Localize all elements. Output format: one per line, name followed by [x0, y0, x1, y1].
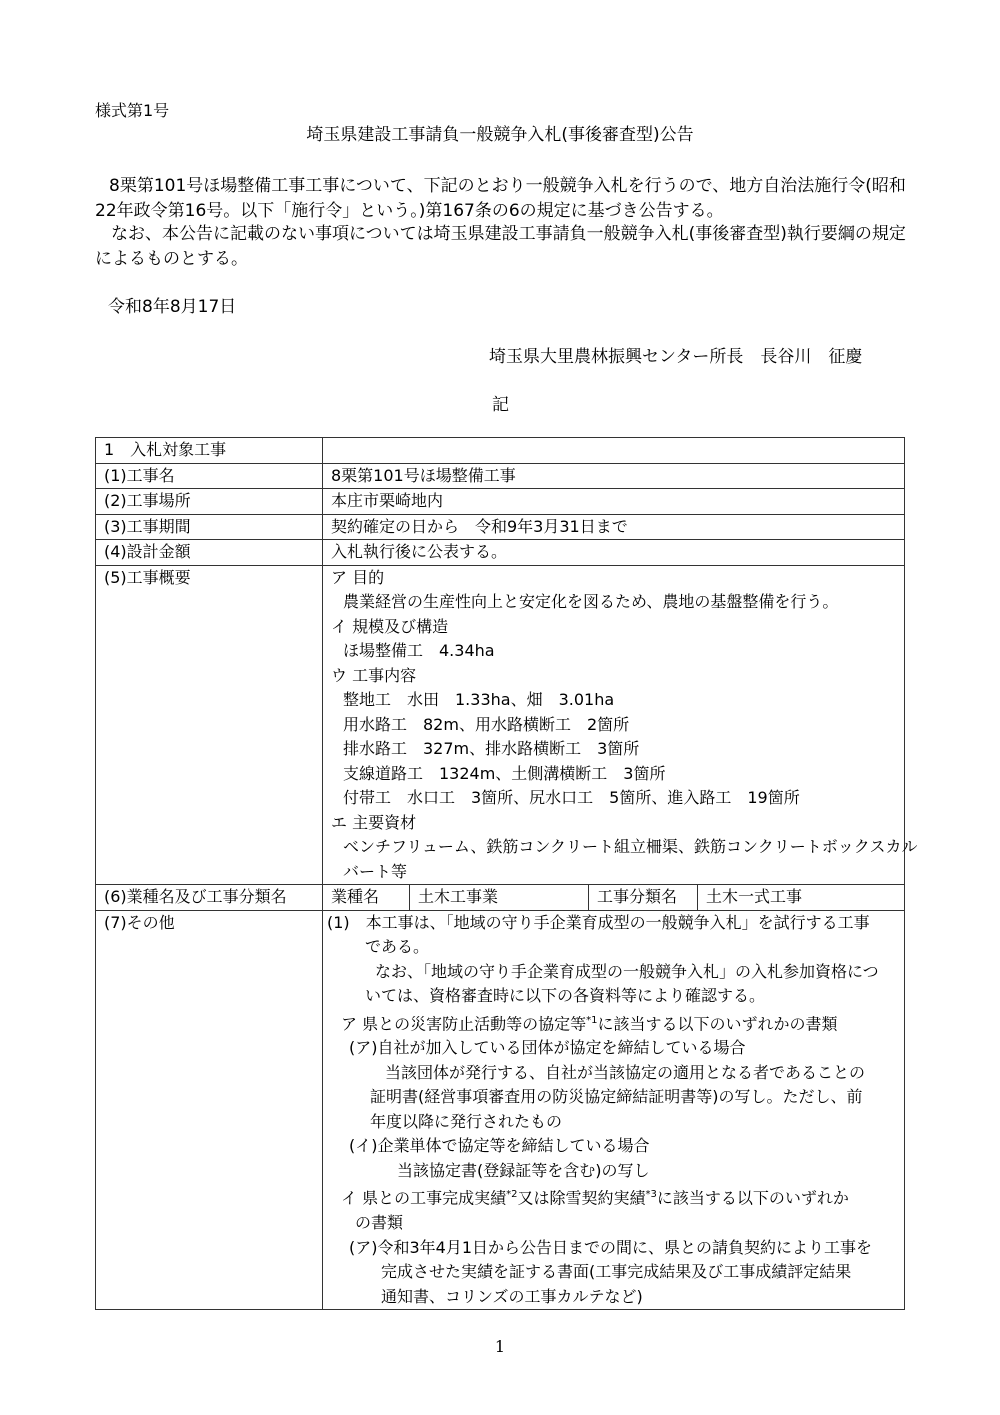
row-label: (7)その他: [96, 910, 323, 1310]
other-line: 年度以降に発行されたもの: [370, 1111, 563, 1131]
page-number: 1: [494, 1337, 506, 1356]
category-value: 土木一式工事: [698, 885, 905, 910]
row-value: 本庄市栗崎地内: [323, 489, 905, 515]
category-value: 土木工事業: [410, 885, 589, 910]
ki-marker: 記: [492, 395, 509, 415]
other-line: の書類: [355, 1213, 404, 1233]
overview-e-heading: エ 主要資材: [331, 812, 417, 832]
table-row: [96, 540, 905, 566]
other-line: いては、資格審査時に以下の各資料等により確認する。: [365, 986, 766, 1005]
category-key: 工事分類名: [589, 885, 698, 910]
other-line: 当該協定書(登録証等を含む)の写し: [397, 1160, 650, 1180]
overview-a-body: 農業経営の生産性向上と安定化を図るため、農地の基盤整備を行う。: [343, 592, 839, 611]
other-line: 完成させた実績を証する書面(工事完成結果及び工事成績評定結果: [381, 1262, 852, 1282]
intro-paragraph-1: 8栗第101号ほ場整備工事工事について、下記のとおり一般競争入札を行うので、地方自治法施行令(昭和22年政令第16号。以下「施行令」という。)第167条の6の規定に基づき公告する。: [95, 176, 906, 221]
row-value: 8栗第101号ほ場整備工事: [323, 463, 905, 489]
overview-u-item: 支線道路工 1324m、土側溝横断工 3箇所: [343, 763, 666, 783]
intro-paragraph-2: なお、本公告に記載のない事項については埼玉県建設工事請負一般競争入札(事後審査型)執行要綱の規定によるものとする。: [95, 224, 906, 269]
other-line: (イ)企業単体で協定等を締結している場合: [349, 1136, 650, 1156]
section-heading: 1 入札対象工事: [96, 438, 323, 464]
other-line: イ 県との工事完成実績$^{*2}$又は除雪契約実績$^{*3}$に該当する以下のいずれか: [341, 1188, 849, 1208]
row-label: (6)業種名及び工事分類名: [96, 885, 323, 911]
overview-e-body: バート等: [343, 861, 408, 881]
other-line: 証明書(経営事項審査用の防災協定締結証明書等)の写し。ただし、前: [370, 1087, 863, 1107]
overview-cell: [323, 565, 918, 885]
overview-u-item: 排水路工 327m、排水路横断工 3箇所: [343, 739, 640, 758]
table-row: [96, 885, 905, 911]
overview-i-heading: イ 規模及び構造: [331, 616, 449, 636]
other-cell: [323, 910, 905, 1310]
overview-a-heading: ア 目的: [331, 567, 385, 587]
issuer: 埼玉県大里農林振興センター所長 長谷川 征慶: [489, 347, 863, 367]
row-label: (4)設計金額: [96, 540, 323, 566]
row-label: (2)工事場所: [96, 489, 323, 515]
other-line: 当該団体が発行する、自社が当該協定の適用となる者であることの: [385, 1062, 866, 1082]
other-line: (ア)自社が加入している団体が協定を締結している場合: [349, 1038, 746, 1058]
row-label: (3)工事期間: [96, 514, 323, 540]
row-value: 契約確定の日から 令和9年3月31日まで: [323, 514, 905, 540]
notice-date: 令和8年8月17日: [108, 297, 237, 317]
table-row: [96, 489, 905, 515]
overview-u-item: 付帯工 水口工 3箇所、尻水口工 5箇所、進入路工 19箇所: [343, 788, 800, 807]
notice-title: 埼玉県建設工事請負一般競争入札(事後審査型)公告: [306, 125, 694, 145]
category-key: 業種名: [331, 887, 380, 906]
row-label: (1)工事名: [96, 463, 323, 489]
overview-u-item: 用水路工 82m、用水路横断工 2箇所: [343, 714, 630, 734]
overview-e-body: ベンチフリューム、鉄筋コンクリート組立柵渠、鉄筋コンクリートボックスカル: [343, 837, 918, 856]
overview-u-item: 整地工 水田 1.33ha、畑 3.01ha: [343, 690, 615, 709]
other-line: なお、「地域の守り手企業育成型の一般競争入札」の入札参加資格につ: [375, 961, 879, 981]
other-line: (ア)令和3年4月1日から公告日までの間に、県との請負契約により工事を: [349, 1237, 873, 1257]
table-row: [96, 463, 905, 489]
table-row: [96, 438, 905, 464]
row-label: (5)工事概要: [96, 565, 323, 885]
other-line: (1) 本工事は、「地域の守り手企業育成型の一般競争入札」を試行する工事: [327, 912, 870, 932]
table-row: [96, 514, 905, 540]
other-line: 通知書、コリンズの工事カルテなど): [381, 1286, 643, 1306]
overview-u-heading: ウ 工事内容: [331, 665, 417, 685]
overview-i-body: ほ場整備工 4.34ha: [343, 641, 495, 660]
other-line: である。: [365, 937, 430, 956]
category-subtable: [323, 885, 904, 910]
category-cell: [323, 885, 905, 911]
form-number: 様式第1号: [95, 101, 170, 120]
other-line: ア 県との災害防止活動等の協定等$^{*1}$に該当する以下のいずれかの書類: [341, 1013, 838, 1033]
table-row: [96, 910, 905, 1310]
table-row: [96, 565, 905, 885]
notice-table: [95, 437, 918, 1310]
row-value: 入札執行後に公表する。: [323, 540, 905, 566]
